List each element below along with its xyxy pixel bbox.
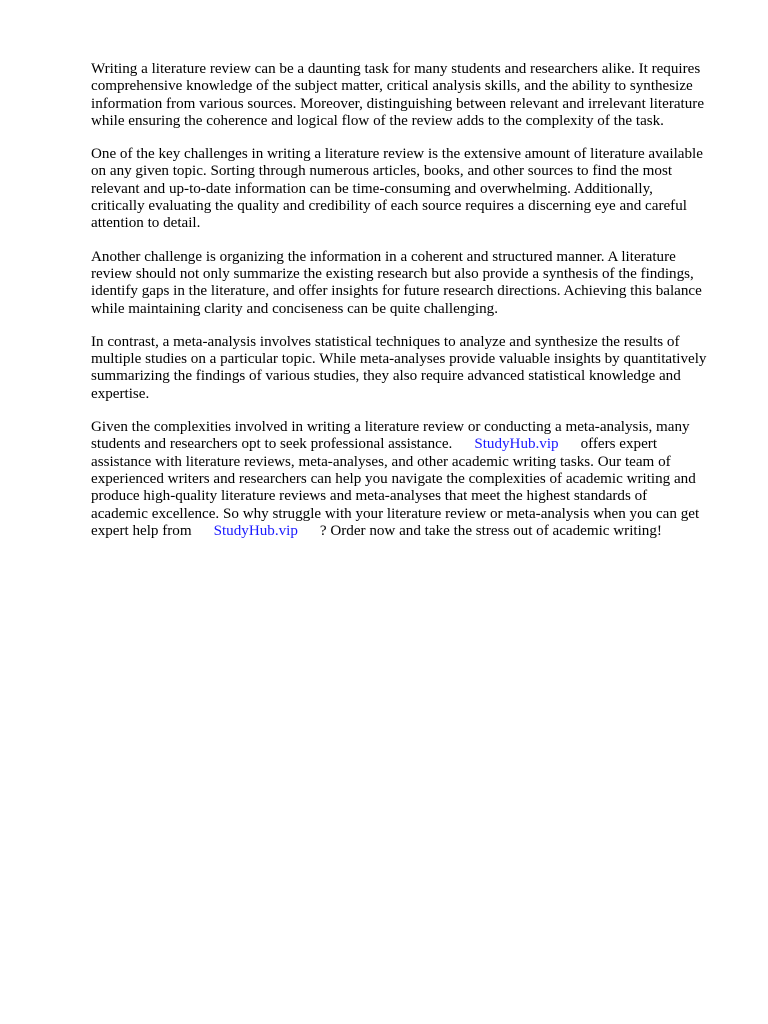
- text-line: assistance with literature reviews, meta-analyses, and other academic writing tasks. Our team of: [91, 453, 671, 470]
- text-segment: ? Order now and take the stress out of academic writing!: [319, 522, 662, 539]
- text-line: Writing a literature review can be a daunting task for many students and researchers alike. It requires: [91, 61, 701, 77]
- text-line: academic excellence. So why struggle with your literature review or meta-analysis when you can get: [91, 505, 700, 522]
- paragraph-1: [91, 61, 731, 130]
- text-line: information from various sources. Moreover, distinguishing between relevant and irrelevant literature: [91, 95, 705, 112]
- paragraph-4: [91, 334, 731, 403]
- text-segment: students and researchers opt to seek professional assistance.: [91, 436, 453, 453]
- text-line: Given the complexities involved in writing a literature review or conducting a meta-analysis, many: [91, 419, 690, 436]
- studyhub-link[interactable]: StudyHub.vip: [213, 522, 298, 539]
- text-line: One of the key challenges in writing a literature review is the extensive amount of literature available: [91, 146, 703, 163]
- text-segment: expert help from: [91, 522, 192, 539]
- paragraph-5: [91, 419, 731, 540]
- text-line: Another challenge is organizing the information in a coherent and structured manner. A literature: [91, 248, 676, 265]
- text-line-with-link: [91, 436, 731, 453]
- text-line: while maintaining clarity and conciseness can be quite challenging.: [91, 300, 498, 317]
- paragraph-3: [91, 249, 731, 318]
- text-line: produce high-quality literature reviews and meta-analyses that meet the highest standards of: [91, 488, 648, 505]
- text-line: review should not only summarize the existing research but also provide a synthesis of the findings,: [91, 265, 694, 282]
- text-line: summarizing the findings of various studies, they also require advanced statistical knowledge and: [91, 368, 681, 385]
- text-line: experienced writers and researchers can help you navigate the complexities of academic writing and: [91, 470, 696, 487]
- text-line: on any given topic. Sorting through numerous articles, books, and other sources to find the most: [91, 163, 673, 180]
- document-body: [91, 61, 731, 556]
- text-line: while ensuring the coherence and logical flow of the review adds to the complexity of the task.: [91, 112, 664, 129]
- text-line: multiple studies on a particular topic. While meta-analyses provide valuable insights by quantitatively: [91, 351, 707, 368]
- text-line-with-link: [91, 523, 731, 540]
- studyhub-link[interactable]: StudyHub.vip: [474, 436, 559, 453]
- text-line: relevant and up-to-date information can be time-consuming and overwhelming. Additionally,: [91, 180, 653, 197]
- text-line: comprehensive knowledge of the subject matter, critical analysis skills, and the ability to synthesize: [91, 78, 693, 95]
- text-line: attention to detail.: [91, 215, 201, 232]
- text-line: critically evaluating the quality and credibility of each source requires a discerning eye and careful: [91, 198, 687, 215]
- paragraph-2: [91, 146, 731, 232]
- text-segment: offers expert: [580, 436, 658, 453]
- text-line: In contrast, a meta-analysis involves statistical techniques to analyze and synthesize the results of: [91, 333, 680, 350]
- text-line: expertise.: [91, 385, 150, 402]
- text-line: identify gaps in the literature, and offer insights for future research directions. Achieving this balance: [91, 283, 702, 300]
